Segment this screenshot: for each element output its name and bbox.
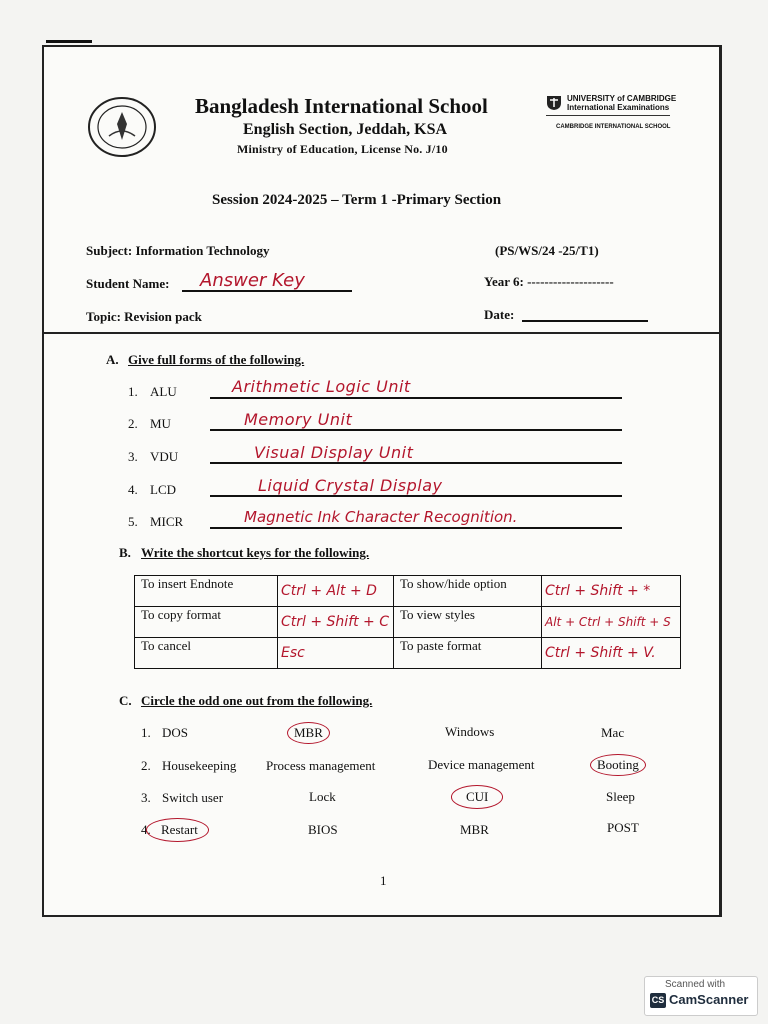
shortcut-answer-cell: Ctrl + Shift + * xyxy=(542,576,681,607)
worksheet-code: (PS/WS/24 -25/T1) xyxy=(495,243,599,258)
section-a-num-2: 2. xyxy=(128,416,138,431)
section-c-num-4: 4. xyxy=(141,822,151,837)
shortcut-answer-cell: Ctrl + Shift + V. xyxy=(542,638,681,669)
section-c-option: Mac xyxy=(601,725,625,740)
answer-line xyxy=(210,495,622,497)
cambridge-divider xyxy=(546,115,670,116)
date-line xyxy=(522,320,648,322)
task-cell: To show/hide option xyxy=(394,576,542,607)
section-c-option-circled: Booting xyxy=(590,754,646,776)
section-b-title: Write the shortcut keys for the following. xyxy=(141,545,370,560)
section-c-option: Device management xyxy=(428,757,535,772)
year-label: Year 6: -------------------- xyxy=(484,274,614,289)
section-a-answer-1: Arithmetic Logic Unit xyxy=(232,377,411,396)
shortcut-answer-cell: Ctrl + Shift + C xyxy=(278,607,394,638)
section-c-option: Windows xyxy=(445,724,495,739)
section-a-answer-3: Visual Display Unit xyxy=(254,443,414,462)
section-c-option: DOS xyxy=(162,725,189,740)
section-b-letter: B. xyxy=(119,545,131,560)
school-section: English Section, Jeddah, KSA xyxy=(243,121,448,138)
section-a-term-4: LCD xyxy=(150,482,176,497)
section-c-title: Circle the odd one out from the following. xyxy=(141,693,373,708)
section-c-option: Housekeeping xyxy=(162,758,237,773)
section-c-option-circled: CUI xyxy=(451,785,503,809)
answer-line xyxy=(210,462,622,464)
section-c-option-circled: MBR xyxy=(287,722,330,744)
page-number: 1 xyxy=(380,873,387,888)
cambridge-line-2: International Examinations xyxy=(567,103,670,112)
section-c-num-1: 1. xyxy=(141,725,151,740)
student-name-label: Student Name: xyxy=(86,276,170,291)
table-row xyxy=(135,607,681,638)
section-a-answer-4: Liquid Crystal Display xyxy=(258,476,443,495)
camscanner-logo-icon: CS xyxy=(650,993,666,1008)
section-a-num-1: 1. xyxy=(128,384,138,399)
section-c-num-3: 3. xyxy=(141,790,151,805)
section-a-num-4: 4. xyxy=(128,482,138,497)
ministry-license: Ministry of Education, License No. J/10 xyxy=(237,142,448,156)
task-cell: To view styles xyxy=(394,607,542,638)
topic-label: Topic: Revision pack xyxy=(86,309,202,324)
school-seal-logo xyxy=(87,96,157,158)
task-cell: To paste format xyxy=(394,638,542,669)
shortcut-table xyxy=(134,575,681,669)
subject-label: Subject: Information Technology xyxy=(86,243,270,258)
section-a-term-2: MU xyxy=(150,416,171,431)
section-c-option: Process management xyxy=(266,758,376,773)
section-c-num-2: 2. xyxy=(141,758,151,773)
shortcut-answer-cell: Alt + Ctrl + Shift + S xyxy=(542,607,681,638)
task-cell: To cancel xyxy=(135,638,278,669)
date-label: Date: xyxy=(484,307,515,322)
shortcut-answer-cell: Ctrl + Alt + D xyxy=(278,576,394,607)
camscanner-name: CamScanner xyxy=(669,992,749,1007)
cambridge-line-1: UNIVERSITY of CAMBRIDGE xyxy=(567,94,677,103)
task-cell: To copy format xyxy=(135,607,278,638)
section-a-num-3: 3. xyxy=(128,449,138,464)
answer-line xyxy=(210,429,622,431)
shortcut-answer-cell: Esc xyxy=(278,638,394,669)
cambridge-shield-icon xyxy=(546,95,562,111)
section-c-option: Sleep xyxy=(606,789,635,804)
cambridge-line-3: CAMBRIDGE INTERNATIONAL SCHOOL xyxy=(556,124,671,130)
section-c-option: BIOS xyxy=(308,822,338,837)
scanned-with-label: Scanned with xyxy=(665,979,726,990)
section-c-option-circled: Restart xyxy=(146,818,209,842)
header-divider xyxy=(42,332,722,334)
answer-line xyxy=(210,397,622,399)
student-name-value: Answer Key xyxy=(200,270,305,291)
school-name: Bangladesh International School xyxy=(195,94,488,118)
section-c-option: Switch user xyxy=(162,790,224,805)
table-row xyxy=(135,576,681,607)
section-a-term-3: VDU xyxy=(150,449,179,464)
section-a-title: Give full forms of the following. xyxy=(128,352,305,367)
section-c-option: Lock xyxy=(309,789,336,804)
section-a-letter: A. xyxy=(106,352,119,367)
answer-line xyxy=(210,527,622,529)
task-cell: To insert Endnote xyxy=(135,576,278,607)
session-title: Session 2024-2025 – Term 1 -Primary Section xyxy=(212,192,502,208)
section-a-term-1: ALU xyxy=(150,384,177,399)
section-a-answer-5: Magnetic Ink Character Recognition. xyxy=(244,508,518,526)
section-c-option: MBR xyxy=(460,822,489,837)
table-row xyxy=(135,638,681,669)
scan-edge-mark xyxy=(46,40,92,43)
section-a-term-5: MICR xyxy=(150,514,184,529)
section-c-option: POST xyxy=(607,820,639,835)
section-c-letter: C. xyxy=(119,693,132,708)
section-a-num-5: 5. xyxy=(128,514,138,529)
section-a-answer-2: Memory Unit xyxy=(244,410,353,429)
